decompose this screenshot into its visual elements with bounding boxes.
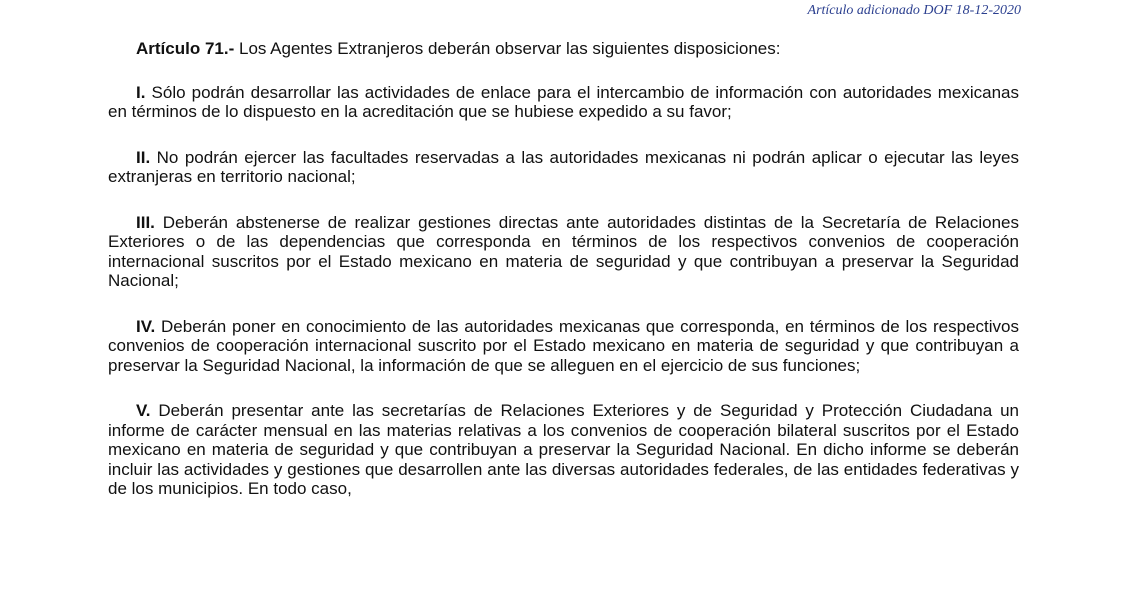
fraction-iii: [108, 213, 1019, 291]
fraction-v: [108, 401, 1019, 499]
article-intro: Los Agentes Extranjeros deberán observar las siguientes disposiciones:: [238, 39, 781, 58]
fraction-label: I.: [136, 82, 146, 102]
fraction-label: V.: [136, 401, 151, 420]
fraction-label: IV.: [136, 316, 156, 336]
reform-note: Artículo adicionado DOF 18-12-2020: [807, 3, 1021, 18]
article-body: [108, 39, 1019, 525]
fraction-label: II.: [136, 147, 151, 167]
article-label: Artículo 71.-: [136, 39, 235, 58]
fraction-text: No podrán ejercer las facultades reservadas a las autoridades mexicanas ni podrán aplicar o ejecutar las leyes extranjeras en territorio nacional;: [108, 147, 1020, 186]
fraction-text: Deberán presentar ante las secretarías de Relaciones Exteriores y de Seguridad y Protección Ciudadana un informe de carácter mensual en las materias relativas a los convenios de cooperación bilateral suscritos por el Estado mexicano en materia de seguridad y que contribuyan a preservar la Seguridad Nacional. En dicho informe se deberán incluir las actividades y gestiones que desarrollen ante las diversas autoridades federales, de las entidades federativas y de los municipios. En todo caso,: [108, 401, 1019, 498]
fraction-label: III.: [136, 212, 155, 232]
fraction-text: Deberán abstenerse de realizar gestiones directas ante autoridades distintas de la Secretaría de Relaciones Exteriores o de las dependencias que corresponda en términos de los respectivos convenios de cooperación internacional suscritos por el Estado mexicano en materia de seguridad y que contribuyan a preservar la Seguridad Nacional;: [108, 212, 1019, 290]
article-heading: [108, 39, 1019, 59]
fraction-text: Sólo podrán desarrollar las actividades de enlace para el intercambio de información con autoridades mexicanas en términos de lo dispuesto en la acreditación que se hubiese expedido a su favor;: [108, 82, 1019, 121]
fraction-i: [108, 83, 1019, 122]
fraction-iv: [108, 317, 1019, 376]
fraction-ii: [108, 148, 1019, 187]
fraction-text: Deberán poner en conocimiento de las autoridades mexicanas que corresponda, en términos de los respectivos convenios de cooperación internacional suscrito por el Estado mexicano en materia de seguridad y que contribuyan a preservar la Seguridad Nacional, la información de que se alleguen en el ejercicio de sus funciones;: [108, 316, 1019, 375]
